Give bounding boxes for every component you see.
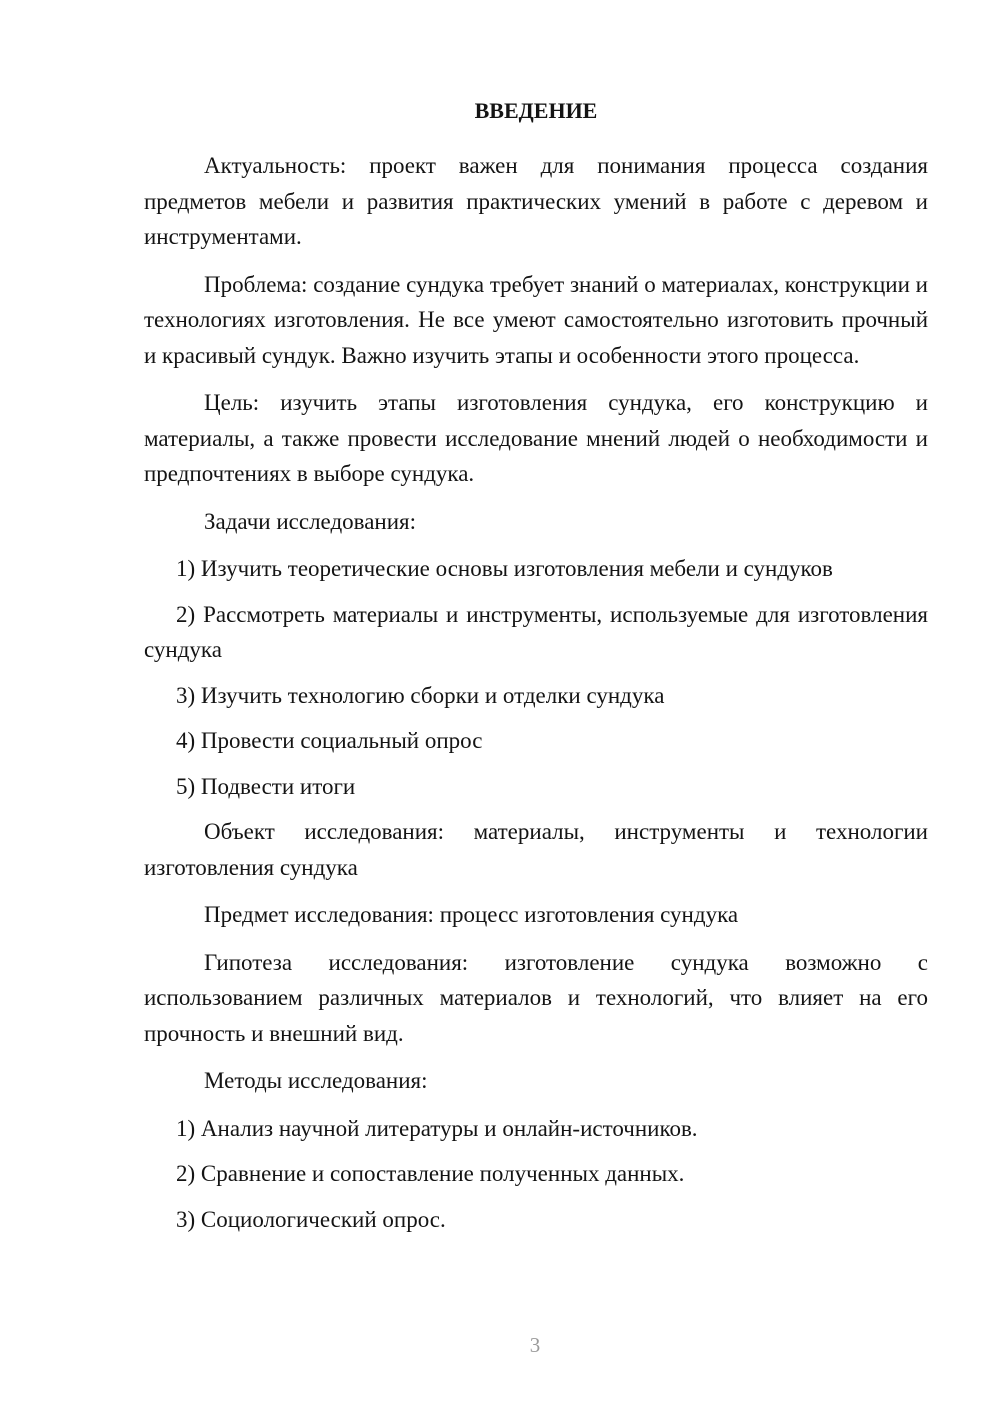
- page-content: [144, 94, 928, 1247]
- tasks-heading: Задачи исследования:: [204, 508, 417, 534]
- subject-paragraph: Предмет исследования: процесс изготовления сундука: [204, 902, 739, 927]
- object-paragraph: Объект исследования: материалы, инструменты и технологии изготовления сундука: [144, 819, 928, 880]
- method-item-1: 1) Анализ научной литературы и онлайн-источников.: [176, 1115, 698, 1141]
- task-item-5: 5) Подвести итоги: [176, 773, 356, 799]
- methods-heading: Методы исследования:: [204, 1068, 428, 1093]
- task-item-2: 2) Рассмотреть материалы и инструменты, используемые для изготовления сундука: [144, 601, 928, 662]
- method-item-2: 2) Сравнение и сопоставление полученных данных.: [176, 1161, 685, 1186]
- task-item-4: 4) Провести социальный опрос: [176, 728, 483, 753]
- relevance-paragraph: Актуальность: проект важен для понимания процесса создания предметов мебели и развития практических умений в работе с деревом и инструментами.: [144, 153, 928, 249]
- task-item-1: 1) Изучить теоретические основы изготовления мебели и сундуков: [176, 556, 833, 581]
- goal-paragraph: Цель: изучить этапы изготовления сундука, его конструкцию и материалы, а также провести исследование мнений людей о необходимости и предпочтениях в выборе сундука.: [144, 390, 928, 486]
- task-item-3: 3) Изучить технологию сборки и отделки сундука: [176, 682, 665, 708]
- method-item-3: 3) Социологический опрос.: [176, 1206, 446, 1232]
- hypothesis-paragraph: Гипотеза исследования: изготовление сундука возможно с использованием различных материалов и технологий, что влияет на его прочность и внешний вид.: [144, 949, 928, 1046]
- page-title: ВВЕДЕНИЕ: [474, 98, 598, 123]
- problem-paragraph: Проблема: создание сундука требует знаний о материалах, конструкции и технологиях изготовления. Не все умеют самостоятельно изготовить прочный и красивый сундук. Важно изучить этапы и особенности этого процесса.: [144, 271, 928, 368]
- page-number: 3: [529, 1333, 541, 1357]
